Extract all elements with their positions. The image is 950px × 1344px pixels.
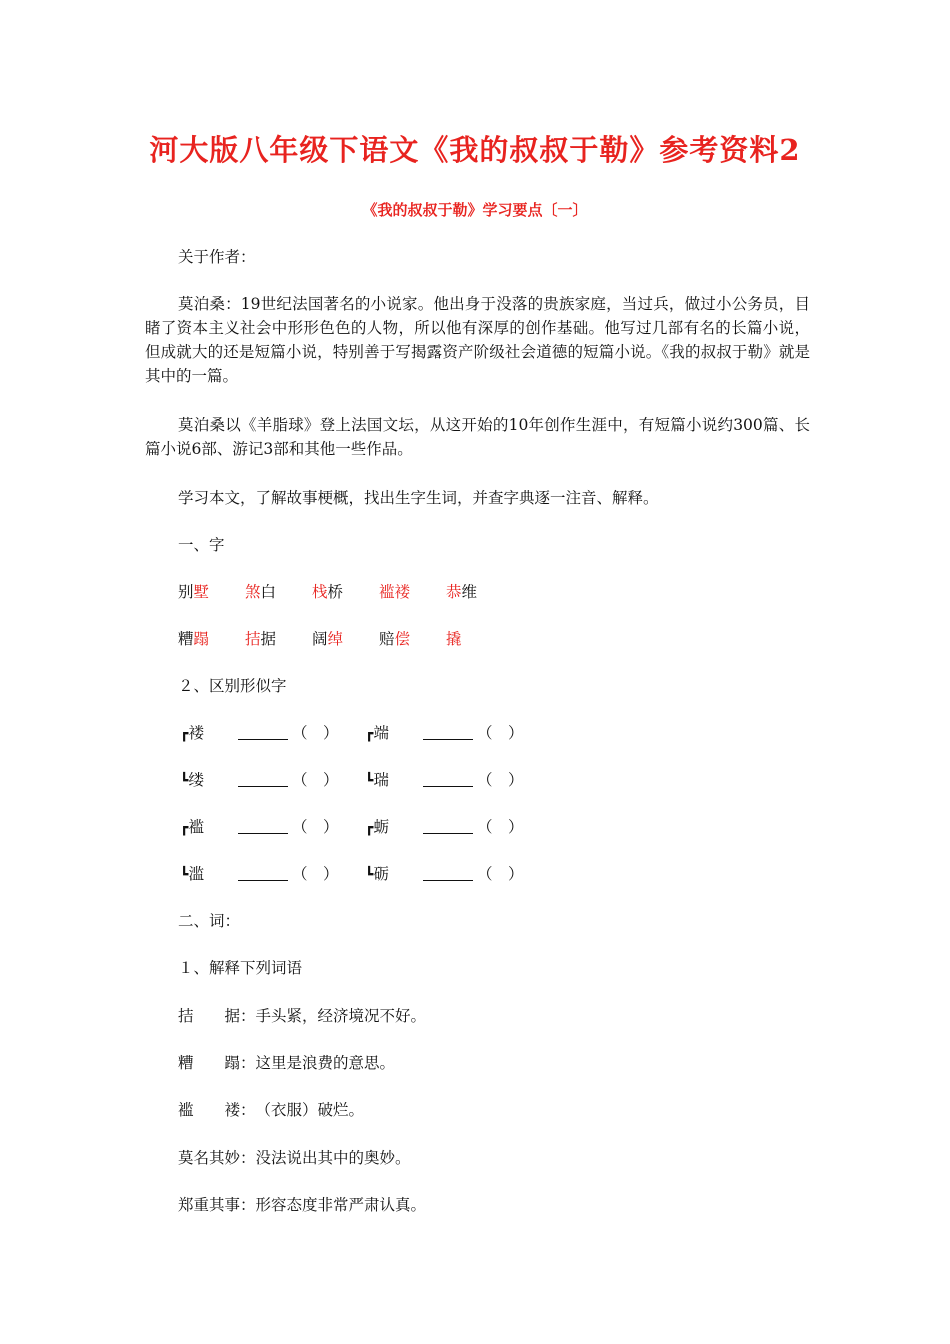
similar-char-item: ┏端 （ ） — [365, 724, 524, 742]
similar-char-item: ┏褴 （ ） — [180, 818, 339, 836]
term-word: 糟 蹋： — [178, 1054, 256, 1072]
term-definition — [178, 1146, 411, 1170]
char-item: 赔偿 — [379, 630, 411, 648]
similar-char-item: ┗砺 （ ） — [365, 865, 524, 883]
term-word: 莫名其妙： — [178, 1149, 256, 1167]
term-definition — [178, 1098, 364, 1122]
term-meaning: （衣服）破烂。 — [255, 1101, 365, 1119]
document-subtitle: 《我的叔叔于勒》学习要点〔一〕 — [362, 201, 588, 219]
char-item: 拮据 — [245, 630, 277, 648]
char-item: 糟蹋 — [178, 630, 210, 648]
answer-blank[interactable] — [423, 725, 473, 740]
answer-blank[interactable] — [238, 866, 288, 881]
paragraph-works: 莫泊桑以《羊脂球》登上法国文坛，从这开始的10年创作生涯中，有短篇小说约300篇、长篇小说6部、游记3部和其他一些作品。 — [145, 416, 810, 458]
paragraph-study-instruction: 学习本文，了解故事梗概，找出生字生词，并查字典逐一注音、解释。 — [178, 489, 659, 507]
answer-blank[interactable] — [423, 866, 473, 881]
answer-blank[interactable] — [423, 819, 473, 834]
term-meaning: 手头紧，经济境况不好。 — [255, 1007, 427, 1025]
char-item: 恭维 — [446, 583, 478, 601]
term-meaning: 没法说出其中的奥妙。 — [255, 1149, 411, 1167]
char-item: 撬 — [446, 630, 462, 648]
term-definition — [178, 1004, 426, 1028]
term-word: 郑重其事： — [178, 1196, 256, 1214]
section-one-heading: 一、字 — [178, 536, 225, 554]
section-two-sub-1: １、解释下列词语 — [178, 959, 303, 977]
similar-char-item: ┗滥 （ ） — [180, 865, 339, 883]
answer-blank[interactable] — [238, 725, 288, 740]
term-word: 拮 据： — [178, 1007, 256, 1025]
similar-char-item: ┏褛 （ ） — [180, 724, 339, 742]
term-word: 褴 褛： — [178, 1101, 256, 1119]
about-author-heading: 关于作者： — [178, 248, 256, 266]
term-meaning: 这里是浪费的意思。 — [255, 1054, 396, 1072]
answer-blank[interactable] — [238, 772, 288, 787]
similar-char-item: ┗缕 （ ） — [180, 771, 339, 789]
answer-blank[interactable] — [423, 772, 473, 787]
section-two-heading: 二、词： — [178, 912, 241, 930]
term-definition — [178, 1051, 395, 1075]
paragraph-author-bio: 莫泊桑：19世纪法国著名的小说家。他出身于没落的贵族家庭，当过兵，做过小公务员，目睹了资本主义社会中形形色色的人物，所以他有深厚的创作基础。他写过几部有名的长篇小说，但成就大的还是短篇小说，特别善于写揭露资产阶级社会道德的短篇小说。《我的叔叔于勒》就是其中的一篇。 — [145, 295, 810, 385]
similar-char-item: ┏蛎 （ ） — [365, 818, 524, 836]
similar-char-item: ┗瑞 （ ） — [365, 771, 524, 789]
section-one-sub-2: ２、区别形似字 — [178, 677, 287, 695]
document-title: 河大版八年级下语文《我的叔叔于勒》参考资料2 — [149, 133, 801, 167]
char-item: 别墅 — [178, 583, 210, 601]
char-item: 煞白 — [245, 583, 277, 601]
char-item: 栈桥 — [312, 583, 344, 601]
answer-blank[interactable] — [238, 819, 288, 834]
char-item: 褴褛 — [379, 583, 411, 601]
term-definition — [178, 1193, 426, 1217]
term-meaning: 形容态度非常严肃认真。 — [255, 1196, 427, 1214]
char-item: 阔绰 — [312, 630, 344, 648]
